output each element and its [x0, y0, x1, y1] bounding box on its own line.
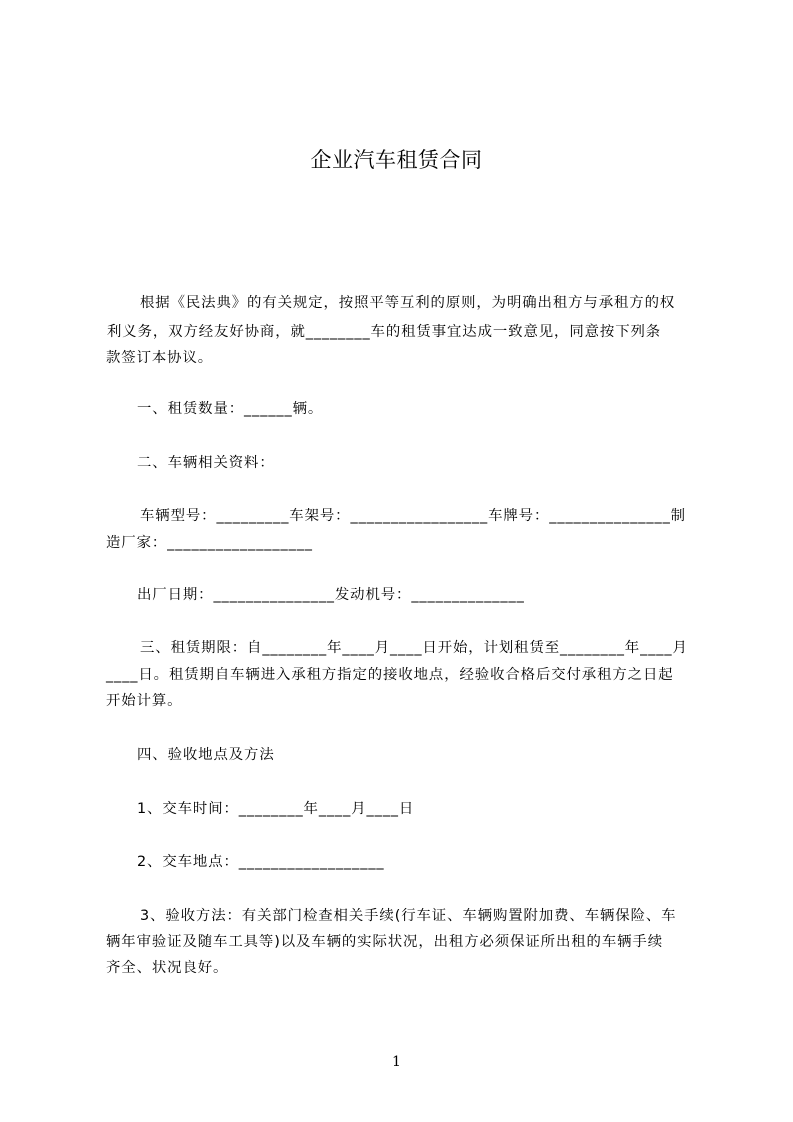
item-3-line-2: 辆年审验证及随车工具等)以及车辆的实际状况，出租方必须保证所出租的车辆手续: [106, 934, 663, 950]
clause-1-quantity: 一、租赁数量：______辆。: [137, 401, 324, 417]
vehicle-info-line-1: 车辆型号：_________车架号：_________________车牌号：_______________制: [140, 508, 686, 524]
item-2-delivery-place: 2、交车地点：__________________: [137, 854, 385, 870]
item-3-line-3: 齐全、状况良好。: [106, 960, 229, 976]
item-3-line-1: 3、验收方法：有关部门检查相关手续(行车证、车辆购置附加费、车辆保险、车: [140, 908, 677, 924]
clause-3-line-1: 三、租赁期限：自________年____月____日开始，计划租赁至________年____月: [140, 640, 688, 656]
item-1-delivery-time: 1、交车时间：________年____月____日: [137, 801, 415, 817]
clause-2-heading: 二、车辆相关资料：: [137, 455, 275, 471]
clause-4-heading: 四、验收地点及方法: [137, 747, 275, 763]
factory-date-line: 出厂日期：_______________发动机号：______________: [137, 587, 525, 603]
intro-line-1: 根据《民法典》的有关规定，按照平等互利的原则，为明确出租方与承租方的权: [140, 295, 676, 311]
intro-line-2: 利义务，双方经友好协商，就________车的租赁事宜达成一致意见，同意按下列条: [107, 324, 662, 340]
intro-line-3: 款签订本协议。: [106, 350, 214, 366]
document-title: 企业汽车租赁合同: [310, 148, 483, 172]
page-number: 1: [392, 1054, 401, 1070]
vehicle-info-line-2: 造厂家：__________________: [106, 535, 313, 551]
clause-3-line-2: ____日。租赁期自车辆进入承租方指定的接收地点，经验收合格后交付承租方之日起: [106, 667, 674, 683]
clause-3-line-3: 开始计算。: [106, 693, 183, 709]
